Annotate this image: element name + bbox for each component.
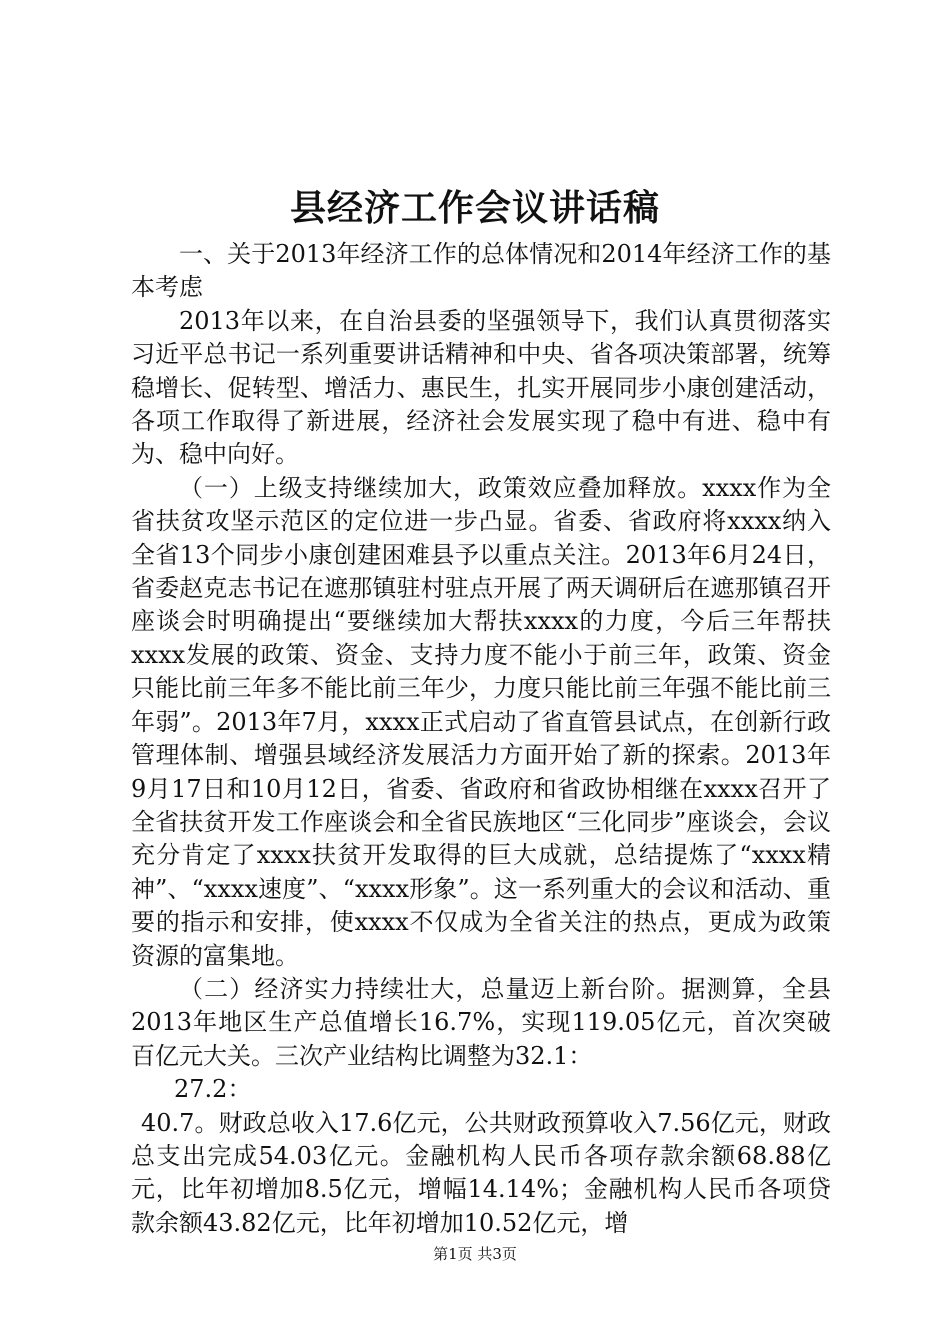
section-heading-paragraph: 一、关于2013年经济工作的总体情况和2014年经济工作的基本考虑	[131, 240, 831, 302]
body-paragraph: 27.2：	[174, 1075, 252, 1104]
body-paragraph: （一）上级支持继续加大，政策效应叠加释放。xxxx作为全省扶贫攻坚示范区的定位进一步凸显。省委、省政府将xxxx纳入全省13个同步小康创建困难县予以重点关注。2013年6月24日，省委赵克志书记在遮那镇驻村驻点开展了两天调研后在遮那镇召开座谈会时明确提出“要继续加大帮扶xxxx的力度，今后三年帮扶xxxx发展的政策、资金、支持力度不能小于前三年，政策、资金只能比前三年多不能比前三年少，力度只能比前三年强不能比前三年弱”。2013年7月，xxxx正式启动了省直管县试点，在创新行政管理体制、增强县域经济发展活力方面开始了新的探索。2013年9月17日和10月12日，省委、省政府和省政协相继在xxxx召开了全省扶贫开发工作座谈会和全省民族地区“三化同步”座谈会，会议充分肯定了xxxx扶贫开发取得的巨大成就，总结提炼了“xxxx精神”、“xxxx速度”、“xxxx形象”。这一系列重大的会议和活动、重要的指示和安排，使xxxx不仅成为全省关注的热点，更成为政策资源的富集地。	[131, 473, 831, 970]
document-body	[131, 238, 831, 1240]
body-paragraph: 2013年以来，在自治县委的坚强领导下，我们认真贯彻落实习近平总书记一系列重要讲话精神和中央、省各项决策部署，统筹稳增长、促转型、增活力、惠民生，扎实开展同步小康创建活动，各项工作取得了新进展，经济社会发展实现了稳中有进、稳中有为、稳中向好。	[131, 306, 831, 469]
document-title: 县经济工作会议讲话稿	[289, 187, 660, 229]
body-paragraph: （二）经济实力持续壮大，总量迈上新台阶。据测算，全县2013年地区生产总值增长16.7%，实现119.05亿元，首次突破百亿元大关。三次产业结构比调整为32.1：	[131, 974, 831, 1070]
page-footer: 第1页 共3页	[433, 1245, 517, 1263]
body-paragraph: 40.7。财政总收入17.6亿元，公共财政预算收入7.56亿元，财政总支出完成54.03亿元。金融机构人民币各项存款余额68.88亿元，比年初增加8.5亿元，增幅14.14%；金融机构人民币各项贷款余额43.82亿元，比年初增加10.52亿元，增	[131, 1108, 831, 1237]
